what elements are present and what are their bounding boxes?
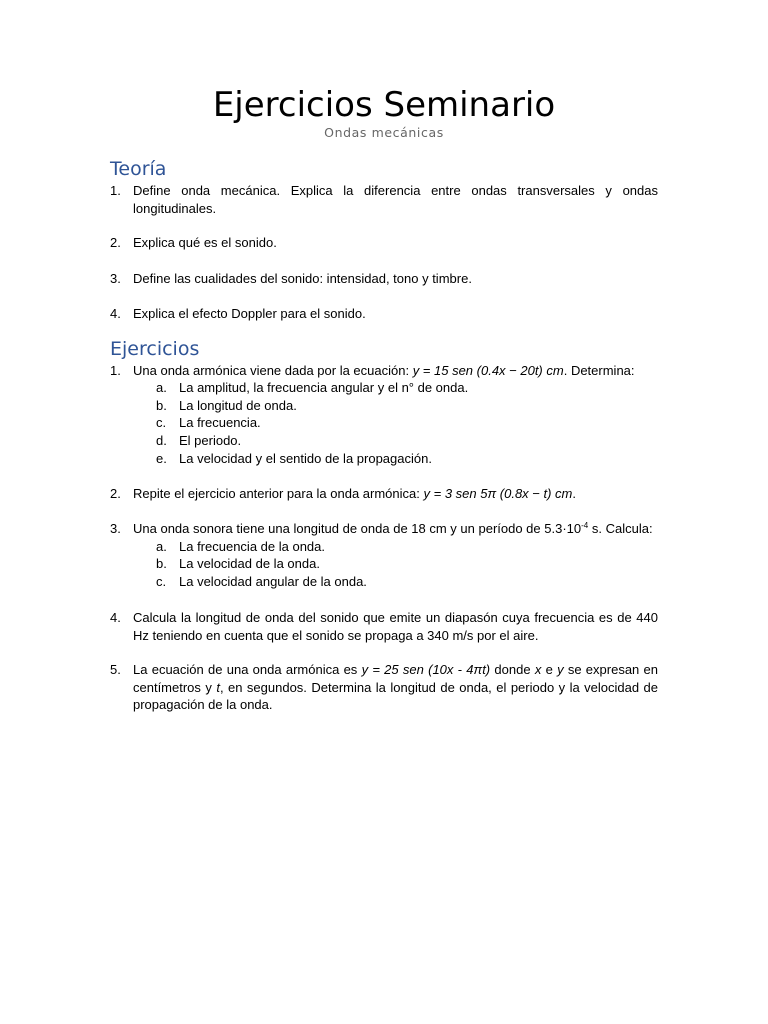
ejercicio-item-2 [110,485,658,503]
text-run: Repite el ejercicio anterior para la onda armónica: [133,486,424,501]
text-run: donde [490,662,535,677]
list-text [133,362,658,380]
teoria-item-4 [110,305,658,323]
sub-letter: d. [156,433,167,448]
teoria-item-3 [110,270,658,288]
variable: y [557,662,564,677]
text-run: . [572,486,577,501]
list-text: Explica el efecto Doppler para el sonido. [133,306,366,321]
sub-letter: b. [156,398,167,413]
ejercicio-item-5 [110,661,658,714]
section-heading-ejercicios: Ejercicios [110,338,200,360]
sub-letter: e. [156,451,167,466]
ejercicio-1-sub-d [156,432,658,450]
list-text [133,661,658,714]
document-subtitle: Ondas mecánicas [324,125,444,140]
ejercicio-item-4 [110,609,658,644]
text-run: s. Calcula: [588,521,653,536]
list-number: 2. [110,486,121,501]
ejercicio-3-sub-c [156,573,658,591]
teoria-item-2 [110,234,658,252]
sub-letter: a. [156,380,167,395]
formula: y = 3 sen 5π (0.8x − t) cm [423,486,573,501]
ejercicio-1-sub-b [156,397,658,415]
list-text: Calcula la longitud de onda del sonido que emite un diapasón cuya frecuencia es de 440 Hz teniendo en cuenta que el sonido se propaga a 340 m/s por el aire. [133,610,658,643]
list-number: 4. [110,610,121,625]
ejercicio-item-3 [110,520,658,538]
ejercicio-1-sub-c [156,414,658,432]
ejercicio-item-1 [110,362,658,380]
variable: t [216,679,220,695]
list-number: 3. [110,521,121,536]
ejercicio-1-sub-e [156,450,658,468]
text-run: , en segundos. Determina la longitud de onda, el periodo y la velocidad de propagación de la onda. [133,679,659,712]
list-text: Define las cualidades del sonido: intensidad, tono y timbre. [133,271,472,286]
teoria-item-1 [110,182,658,217]
ejercicio-3-sub-b [156,555,658,573]
sub-text: La frecuencia. [179,415,261,430]
text-run: . Determina: [563,363,635,378]
sub-text: El periodo. [179,433,242,448]
sub-text: La velocidad angular de la onda. [179,574,367,589]
sub-letter: b. [156,556,167,571]
text-run: e [541,662,558,677]
document-title: Ejercicios Seminario [212,85,556,125]
sub-text: La velocidad de la onda. [179,556,320,571]
list-text: Explica qué es el sonido. [133,235,277,250]
section-heading-teoria: Teoría [110,158,167,180]
sub-letter: a. [156,539,167,554]
sub-letter: c. [156,415,167,430]
text-run: se expresan en centímetros y [133,662,659,695]
sub-text: La frecuencia de la onda. [179,539,325,554]
sub-text: La velocidad y el sentido de la propagación. [179,451,432,466]
list-number: 1. [110,363,121,378]
text-run: Una onda sonora tiene una longitud de onda de 18 cm y un período de 5.3·10 [133,521,582,536]
list-number: 1. [110,183,121,198]
ejercicio-3-sub-a [156,538,658,556]
list-number: 5. [110,662,121,677]
list-number: 4. [110,306,121,321]
sub-text: La longitud de onda. [179,398,297,413]
list-number: 3. [110,271,121,286]
list-text [133,520,658,538]
list-text [133,485,658,503]
text-run: La ecuación de una onda armónica es [133,662,362,677]
sub-text: La amplitud, la frecuencia angular y el n° de onda. [179,380,469,395]
list-text: Define onda mecánica. Explica la diferencia entre ondas transversales y ondas longitudinales. [133,183,658,216]
list-number: 2. [110,235,121,250]
ejercicio-1-sub-a [156,379,658,397]
formula: y = 15 sen (0.4x − 20t) cm [412,363,564,378]
variable: x [534,662,542,677]
formula: y = 25 sen (10x - 4πt) [361,662,491,677]
sub-letter: c. [156,574,167,589]
exponent: -4 [581,521,589,530]
text-run: Una onda armónica viene dada por la ecuación: [133,363,413,378]
